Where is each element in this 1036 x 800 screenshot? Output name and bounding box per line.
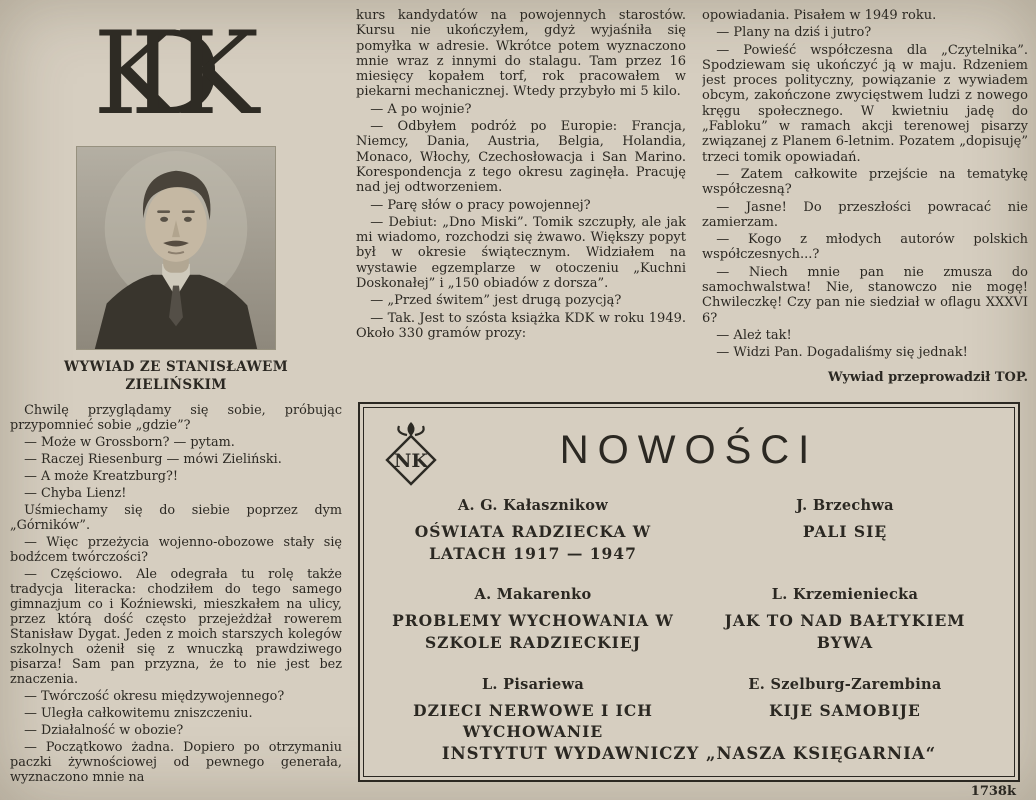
ad-box-inner: [363, 407, 1015, 777]
book-author: A. Makarenko: [474, 586, 592, 604]
paragraph: — Parę słów o pracy powojennej?: [370, 197, 591, 213]
book-entry: [390, 676, 676, 743]
paragraph: Chwilę przyglądamy się sobie, próbując przypomnieć sobie „gdzie”?: [10, 403, 342, 434]
monogram-letters: KDK: [93, 6, 212, 140]
kdk-monogram-icon: [10, 6, 342, 140]
paragraph: — Działalność w obozie?: [24, 723, 184, 739]
article-caption: WYWIAD ZE STANISŁAWEM ZIELIŃSKIM: [63, 359, 289, 394]
paragraph: — Debiut: „Dno Miski”. Tomik szczupły, ale jak mi wiadomo, rozchodzi się żwawo. Większy popyt był w okresie świątecznym. Widziałem na wystawie egzemplarze w otoczeniu „Kuchni Doskonałej” i „150 obiadów z dorsza”.: [356, 214, 686, 292]
paragraph: kurs kandydatów na powojennych starostów. Kursu nie ukończyłem, gdyż wyjaśniła się pomyłka w adresie. Wkrótce potem wyznaczono mnie wraz z innymi do stalagu. Tam przez 16 miesięcy kopałem torf, rok pracowałem w piekarni mechanicznej. Wtedy przybyło mi 5 kilo.: [356, 8, 686, 100]
paragraph: — Początkowo żadna. Dopiero po otrzymaniu paczki żywnościowej od pewnego generała, wyznaczono mnie na: [10, 740, 342, 786]
paragraph: opowiadania. Pisałem w 1949 roku.: [702, 8, 937, 23]
book-title: PROBLEMY WYCHOWANIA W SZKOLE RADZIECKIEJ: [392, 611, 674, 653]
paragraph: — A może Kreatzburg?!: [24, 469, 178, 485]
book-title: OŚWIATA RADZIECKA W LATACH 1917 — 1947: [414, 522, 652, 563]
print-code: 1738k: [970, 784, 1016, 799]
paragraph: — Uległa całkowitemu zniszczeniu.: [24, 706, 253, 722]
ad-title: NOWOŚCI: [559, 428, 819, 472]
ad-book-grid: [386, 497, 992, 743]
book-title: KIJE SAMOBIJE: [769, 700, 921, 720]
book-title: DZIECI NERWOWE I ICH WYCHOWANIE: [413, 700, 653, 742]
paragraph: — Częściowo. Ale odegrała tu rolę także tradycja literacka: chodziłem do tego samego gimnazjum co i Koźniewski, mieszkałem na ulicy, przez którą dość często przejeżdżał rowerem Stanisław Dygat. Jeden z moich starszych kolegów szkolnych ożenił się z wnuczką prawdziwego pisarza! Sam pan przyzna, że to nie jest bez znaczenia.: [10, 567, 342, 688]
portrait-photo: [76, 146, 276, 350]
paragraph: — Niech mnie pan nie zmusza do samochwalstwa! Nie, stanowczo nie mogę! Chwileczkę! Czy pan nie siedział w oflagu XXXVI 6?: [702, 264, 1028, 326]
paragraph: — Twórczość okresu międzywojennego?: [24, 689, 285, 705]
paragraph: — Kogo z młodych autorów polskich współczesnych...?: [702, 232, 1028, 263]
book-title: JAK TO NAD BAŁTYKIEM BYWA: [724, 611, 966, 653]
paragraph: — A po wojnie?: [370, 101, 472, 117]
nk-publisher-logo-icon: [380, 418, 442, 488]
book-entry: [702, 586, 988, 653]
interview-byline: Wywiad przeprowadził TOP.: [828, 369, 1028, 385]
book-entry: [702, 497, 988, 564]
book-title: PALI SIĘ: [802, 522, 888, 541]
book-entry: [390, 586, 676, 653]
paragraph: — Chyba Lienz!: [24, 486, 127, 502]
column-right: [702, 8, 1028, 400]
paragraph: — Plany na dziś i jutro?: [716, 25, 872, 41]
paragraph: — Tak. Jest to szósta książka KDK w roku 1949. Około 330 gramów prozy:: [356, 310, 686, 341]
paragraph: — Może w Grossborn? — pytam.: [24, 435, 235, 451]
book-entry: [390, 497, 676, 564]
paragraph: Uśmiechamy się do siebie poprzez dym „Górników”.: [10, 503, 342, 534]
paragraph: — Ależ tak!: [716, 327, 792, 343]
paragraph: — Więc przeżycia wojenno-obozowe stały się bodźcem twórczości?: [10, 535, 342, 566]
paragraph: — Widzi Pan. Dogadaliśmy się jednak!: [716, 345, 968, 361]
paragraph: — Powieść współczesna dla „Czytelnika”. Spodziewam się ukończyć ją w maju. Rdzeniem jest proces polityczny, powiązanie z wywiadem obcym, zakończone zwycięstwem ludzi z nowego kręgu społecznego. W kwietniu jadę do „Fabloku” w ramach akcji terenowej pisarzy związanej z Planem 6-letnim. Pozatem „dopisuję” trzeci tomik opowiadań.: [702, 42, 1028, 165]
book-author: E. Szelburg-Zarembina: [748, 675, 942, 693]
column-left: [10, 6, 342, 798]
paragraph: — Zatem całkowite przejście na tematykę współczesną?: [702, 166, 1028, 198]
column-middle: [356, 8, 686, 400]
book-author: L. Krzemieniecka: [771, 586, 919, 604]
paragraph: — Odbyłem podróż po Europie: Francja, Niemcy, Dania, Austria, Belgia, Holandia, Monaco, Włochy, Czechosłowacja i San Marino. Korespondencja z tego okresu zaginęła. Pracuję nad jej odtworzeniem.: [356, 119, 686, 196]
book-entry: [702, 676, 988, 743]
svg-text:NK: NK: [394, 450, 428, 472]
portrait-illustration: [77, 147, 275, 349]
book-author: J. Brzechwa: [796, 497, 894, 514]
publisher-line: INSTYTUT WYDAWNICZY „NASZA KSIĘGARNIA“: [441, 744, 937, 763]
paragraph: — „Przed świtem” jest drugą pozycją?: [370, 293, 622, 309]
paragraph: — Jasne! Do przeszłości powracać nie zamierzam.: [702, 199, 1028, 230]
ad-box: [358, 402, 1020, 782]
book-author: L. Pisariewa: [481, 675, 585, 693]
paragraph: — Raczej Riesenburg — mówi Zieliński.: [24, 452, 282, 468]
book-author: A. G. Kałasznikow: [457, 497, 609, 514]
